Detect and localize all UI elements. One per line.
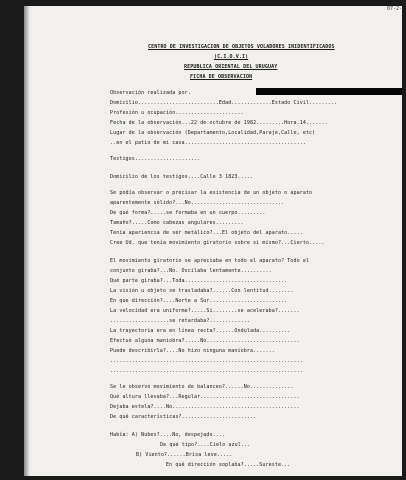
field-wind: B) Viento?......Brisa leve..... [136, 452, 233, 458]
question-solid-object: Se podía observar o precisar la existencia de un objeto o aparato [110, 190, 313, 196]
field-address: Domicilio..........................Edad.............Estado Civil......... [110, 100, 338, 106]
field-displacement: La visión u objeto se trasladaba?......Con lentitud........ [110, 288, 294, 294]
field-date: Fecha de la observación...22 de octubre de 1982.........Hora.14....... [110, 120, 328, 126]
header-acronym: (C.I.O.V.I) [214, 54, 249, 60]
field-maneuver-description: Puede describirla?....No hizo ninguna maniobra....... [110, 348, 275, 354]
header-center: CENTRO DE INVESTIGACION DE OBJETOS VOLADORES INIDENTIFICADOS [148, 44, 335, 50]
field-size: Tamaño?.....Como cabezas angulares......... [110, 220, 244, 226]
field-witness-address: Domicilio de los testigos....Calle 3 1823..... [110, 174, 254, 180]
header-form-title: FICHA DE OBSERVACION [190, 74, 253, 80]
field-place-label: Lugar de la observación (Departamento,Localidad,Paraje,Calle, etc) [110, 130, 316, 136]
field-metallic: Tenía apariencia de ser metálico?...El objeto del aparato..... [110, 230, 303, 236]
field-speed: La velocidad era uniforme?.....Si........se aceleraba?....... [110, 308, 300, 314]
field-rotating-part: Qué parte giraba?...Toda................................. [110, 278, 288, 284]
page-edge-shadow [24, 6, 30, 476]
field-cloud-type: De qué tipo?....Cielo azul... [160, 442, 251, 448]
field-place-value: ..en el patio de mi casa....................................... [110, 140, 306, 146]
field-shape: De qué forma?.....se formaba en un cuerpo......... [110, 210, 266, 216]
answer-rotation-whole: conjunto giraba?...No. Oscilaba lentamente.......... [110, 268, 272, 274]
field-rotation: Cree Ud. que tenía movimiento giratorio sobre si mismo?...Cierto..... [110, 240, 325, 246]
field-witnesses: Testigos..................... [110, 156, 201, 162]
field-trail: Dejaba estela?....No......................................... [110, 404, 300, 410]
field-trail-characteristics: De qué características?........................ [110, 414, 257, 420]
field-clouds: Había: A) Nubes?....No, despejado.... [110, 432, 226, 438]
dotted-line: .............................................................. [110, 368, 303, 374]
dotted-line: .............................................................. [110, 358, 303, 364]
field-swing: Se le observó movimiento de balanceo?......No.............. [110, 384, 294, 390]
redaction-bar [256, 88, 402, 95]
field-maneuver: Efectuó alguna maniobra?.....No.............................. [110, 338, 300, 344]
corner-mark: 07-2- [386, 6, 402, 12]
answer-solid-object: aparentemente sólido?...No.............................. [110, 200, 285, 206]
field-wind-direction: En qué dirección soplaba?.....Sureste... [166, 462, 291, 468]
field-profession: Profesión u ocupación...................... [110, 110, 244, 116]
field-observer: Observación realizada por. [110, 90, 191, 96]
field-trajectory: La trayectoria era en línea recta?......Ondulada.......... [110, 328, 291, 334]
field-direction: En que dirección?....Norte a Sur......................... [110, 298, 288, 304]
observation-form-page [24, 6, 402, 476]
field-altitude: Qué altura llevaba?...Regular................................ [110, 394, 300, 400]
question-rotation-whole: El movimiento giratorio se apreciaba en todo el aparato? Todo el [110, 258, 310, 264]
field-slowdown: ...................se retardaba?............. [110, 318, 250, 324]
header-country: REPUBLICA ORIENTAL DEL URUGUAY [184, 64, 278, 70]
